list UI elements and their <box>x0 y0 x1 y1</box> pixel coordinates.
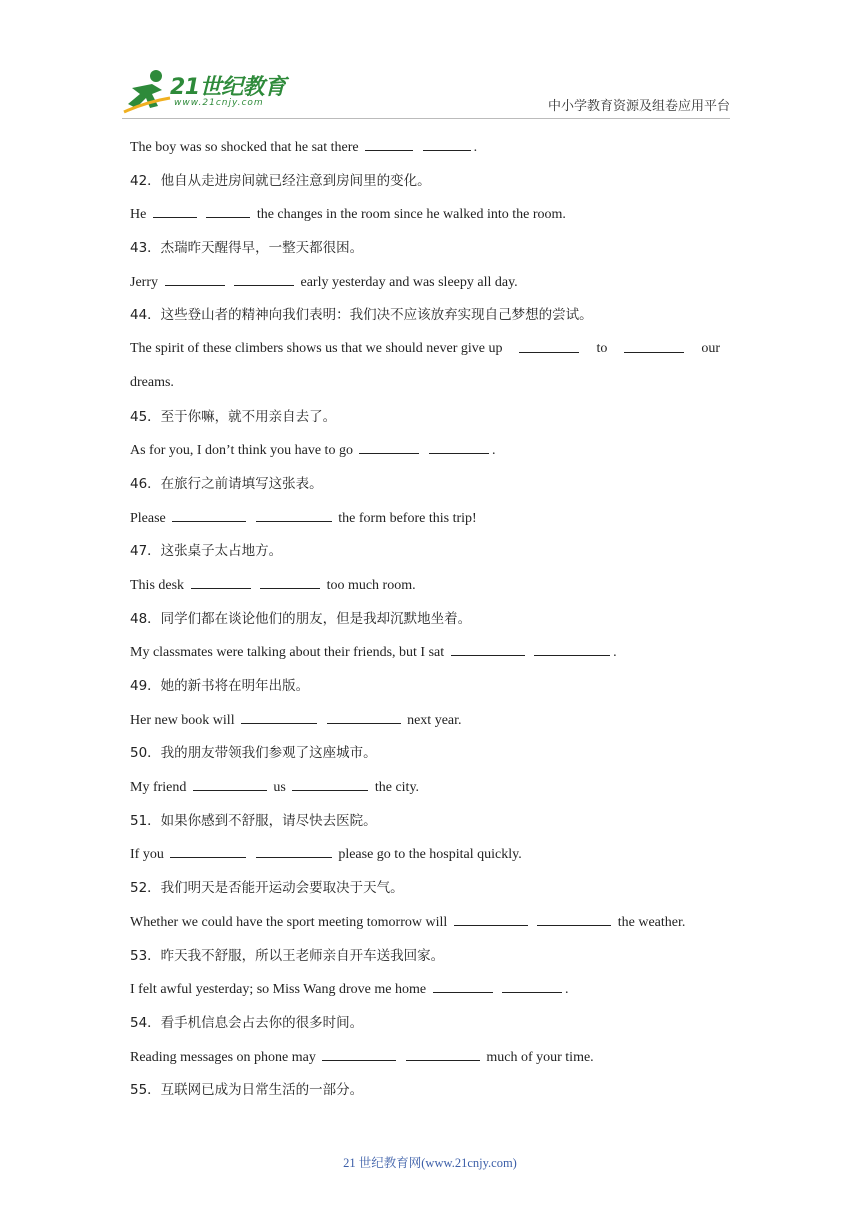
question-47-chinese: 47．这张桌子太占地方。 <box>130 543 283 560</box>
question-49-english: Her new book will next year. <box>130 709 730 743</box>
answer-blank[interactable] <box>537 911 611 926</box>
question-42-chinese: 42．他自从走进房间就已经注意到房间里的变化。 <box>130 172 431 189</box>
question-50-chinese: 50．我的朋友带领我们参观了这座城市。 <box>130 745 377 762</box>
answer-blank[interactable] <box>451 641 525 656</box>
question-41-english: The boy was so shocked that he sat there . <box>130 136 730 170</box>
page-footer: 21 世纪教育网(www.21cnjy.com) <box>343 1156 517 1170</box>
question-55-chinese: 55．互联网已成为日常生活的一部分。 <box>130 1082 364 1099</box>
page-header <box>0 0 860 130</box>
site-logo <box>122 68 292 116</box>
question-53-chinese: 53．昨天我不舒服，所以王老师亲自开车送我回家。 <box>130 947 445 964</box>
answer-blank[interactable] <box>624 338 684 353</box>
question-44-chinese: 44．这些登山者的精神向我们表明：我们决不应该放弃实现自己梦想的尝试。 <box>130 307 593 324</box>
question-52-chinese: 52．我们明天是否能开运动会要取决于天气。 <box>130 880 404 897</box>
answer-blank[interactable] <box>292 776 368 791</box>
question-45-english: As for you, I don’t think you have to go . <box>130 439 730 473</box>
logo-text: 21世纪教育 <box>170 75 286 100</box>
answer-blank[interactable] <box>502 978 562 993</box>
answer-blank[interactable] <box>170 843 246 858</box>
question-52-english: Whether we could have the sport meeting tomorrow will the weather. <box>130 911 730 945</box>
question-44-english-cont: dreams. <box>130 374 174 390</box>
answer-blank[interactable] <box>165 271 225 286</box>
answer-blank[interactable] <box>534 641 610 656</box>
runner-logo-icon <box>122 68 172 116</box>
answer-blank[interactable] <box>153 203 197 218</box>
answer-blank[interactable] <box>406 1046 480 1061</box>
question-47-english: This desk too much room. <box>130 574 730 608</box>
question-46-english: Please the form before this trip! <box>130 507 730 541</box>
answer-blank[interactable] <box>234 271 294 286</box>
answer-blank[interactable] <box>359 439 419 454</box>
answer-blank[interactable] <box>256 507 332 522</box>
question-51-english: If you please go to the hospital quickly. <box>130 843 730 877</box>
question-53-english: I felt awful yesterday; so Miss Wang drove me home . <box>130 978 730 1012</box>
answer-blank[interactable] <box>429 439 489 454</box>
answer-blank[interactable] <box>327 709 401 724</box>
question-43-english: Jerry early yesterday and was sleepy all day. <box>130 271 730 305</box>
question-48-english: My classmates were talking about their friends, but I sat . <box>130 641 730 675</box>
answer-blank[interactable] <box>519 338 579 353</box>
question-43-chinese: 43．杰瑞昨天醒得早，一整天都很困。 <box>130 240 364 257</box>
question-45-chinese: 45．至于你嘛，就不用亲自去了。 <box>130 408 337 425</box>
answer-blank[interactable] <box>206 203 250 218</box>
question-50-english: My friend us the city. <box>130 776 730 810</box>
answer-blank[interactable] <box>454 911 528 926</box>
exercise-content <box>130 136 730 1113</box>
answer-blank[interactable] <box>193 776 267 791</box>
platform-name: 中小学教育资源及组卷应用平台 <box>547 99 730 114</box>
answer-blank[interactable] <box>256 843 332 858</box>
question-54-english: Reading messages on phone may much of your time. <box>130 1046 730 1080</box>
answer-blank[interactable] <box>423 136 471 151</box>
answer-blank[interactable] <box>191 574 251 589</box>
question-51-chinese: 51．如果你感到不舒服，请尽快去医院。 <box>130 812 377 829</box>
question-46-chinese: 46．在旅行之前请填写这张表。 <box>130 475 323 492</box>
question-42-english: He the changes in the room since he walked into the room. <box>130 203 730 237</box>
question-48-chinese: 48．同学们都在谈论他们的朋友，但是我却沉默地坐着。 <box>130 610 472 627</box>
answer-blank[interactable] <box>241 709 317 724</box>
answer-blank[interactable] <box>433 978 493 993</box>
answer-blank[interactable] <box>365 136 413 151</box>
question-49-chinese: 49．她的新书将在明年出版。 <box>130 678 310 694</box>
answer-blank[interactable] <box>322 1046 396 1061</box>
logo-url: www.21cnjy.com <box>174 98 264 108</box>
question-54-chinese: 54．看手机信息会占去你的很多时间。 <box>130 1014 364 1031</box>
answer-blank[interactable] <box>260 574 320 589</box>
header-divider <box>122 118 730 119</box>
question-44-english: The spirit of these climbers shows us that we should never give up to our <box>130 338 720 372</box>
answer-blank[interactable] <box>172 507 246 522</box>
